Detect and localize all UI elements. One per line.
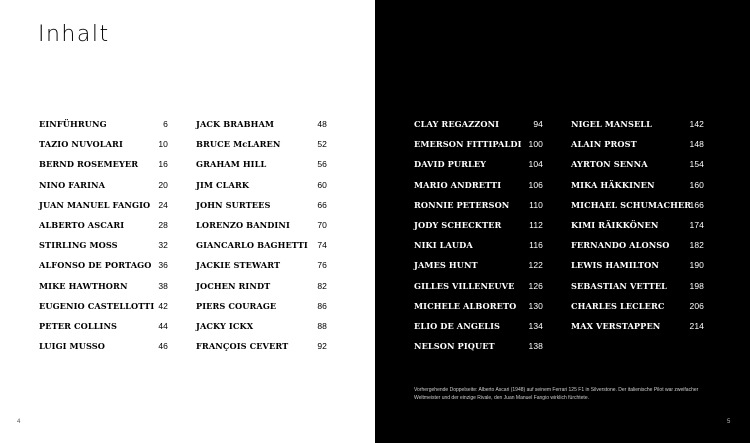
toc-entry-name: LUIGI MUSSO [39,341,106,352]
toc-entry-page: 190 [689,260,704,271]
toc-entry-name: BRUCE McLAREN [196,139,281,150]
toc-entry-name: JACKIE STEWART [196,260,281,271]
toc-entry [196,235,327,255]
toc-entry-page: 24 [158,199,168,210]
toc-entry-page: 46 [158,341,168,352]
page-number-right: 5 [727,419,731,425]
toc-entry-name: FRANÇOIS CEVERT [196,341,289,352]
toc-entry [571,276,704,296]
toc-entry-name: PETER COLLINS [39,320,118,331]
toc-entry [39,316,168,336]
toc-entry-name: JODY SCHECKTER [414,219,502,230]
toc-entry [571,134,704,154]
toc-entry-name: DAVID PURLEY [414,159,487,170]
toc-column-1 [39,114,168,356]
toc-entry-name: SEBASTIAN VETTEL [571,280,668,291]
toc-entry [571,114,704,134]
toc-entry [196,316,327,336]
toc-entry [414,154,543,174]
toc-entry [39,134,168,154]
toc-entry-page: 122 [528,260,543,271]
toc-entry [196,336,327,356]
toc-entry-page: 116 [529,240,543,251]
toc-entry-name: MAX VERSTAPPEN [571,320,661,331]
toc-entry-page: 6 [163,119,168,129]
toc-entry [196,114,327,134]
page-number-left: 4 [17,419,21,425]
toc-entry-page: 92 [317,341,327,352]
toc-entry-name: MARIO ANDRETTI [414,179,502,190]
toc-entry-name: MICHELE ALBORETO [414,300,517,311]
toc-entry-name: MICHAEL SCHUMACHER [571,199,692,210]
toc-entry [414,296,543,316]
toc-entry-name: FERNANDO ALONSO [571,240,670,251]
toc-entry-name: NIGEL MANSELL [571,119,653,129]
toc-entry-name: JUAN MANUEL FANGIO [39,199,151,210]
toc-entry-name: CLAY REGAZZONI [414,119,500,129]
toc-entry-name: MIKE HAWTHORN [39,280,128,291]
photo-caption: Vorhergehende Doppelseite: Alberto Ascari (1948) auf seinem Ferrari 125 F1 in Silverstone. Der italienische Pilot war zweifacher Weltmeister und der einzige Rivale, den Juan Manuel Fangio wirklich fürchtete. [414,387,699,401]
toc-entry [39,235,168,255]
toc-entry [196,134,327,154]
toc-entry-name: GRAHAM HILL [196,159,267,170]
toc-entry [196,154,327,174]
toc-entry [414,175,543,195]
toc-entry-page: 36 [158,260,168,271]
toc-entry-name: LORENZO BANDINI [196,219,290,230]
toc-entry-name: GILLES VILLENEUVE [414,280,515,291]
toc-entry-page: 82 [317,280,327,291]
toc-entry [414,114,543,134]
toc-entry-page: 56 [317,159,327,170]
toc-entry [39,255,168,275]
toc-entry [571,235,704,255]
toc-entry-page: 134 [528,320,543,331]
toc-entry-page: 28 [158,219,168,230]
toc-entry-page: 138 [528,341,543,352]
toc-entry-name: MIKA HÄKKINEN [571,179,655,190]
toc-entry [196,296,327,316]
toc-entry [571,215,704,235]
toc-entry-page: 52 [317,139,327,150]
toc-entry-name: STIRLING MOSS [39,240,118,251]
toc-entry-page: 74 [317,240,327,251]
toc-entry-page: 86 [317,300,327,311]
toc-entry-name: EINFÜHRUNG [39,119,107,129]
toc-entry-page: 214 [689,320,704,331]
toc-entry-page: 42 [158,300,168,311]
toc-entry-page: 44 [158,320,168,331]
toc-entry-name: TAZIO NUVOLARI [39,139,123,150]
toc-entry-name: JACKY ICKX [196,320,254,331]
toc-entry [414,316,543,336]
toc-entry [39,154,168,174]
toc-entry [414,336,543,356]
toc-entry [39,175,168,195]
toc-entry-page: 66 [317,199,327,210]
toc-entry [571,175,704,195]
toc-entry-name: NELSON PIQUET [414,341,495,352]
toc-entry-name: PIERS COURAGE [196,300,277,311]
toc-entry [414,215,543,235]
toc-entry-page: 174 [689,219,704,230]
toc-entry [196,215,327,235]
toc-entry-name: ELIO DE ANGELIS [414,320,501,331]
toc-entry [39,114,168,134]
toc-entry-name: GIANCARLO BAGHETTI [196,240,308,251]
toc-entry-page: 88 [317,320,327,331]
toc-entry-name: ALBERTO ASCARI [39,219,125,230]
toc-entry-name: ALFONSO DE PORTAGO [39,260,152,271]
toc-entry-name: JIM CLARK [196,179,250,190]
toc-entry-name: ALAIN PROST [571,139,637,150]
toc-entry [414,255,543,275]
toc-entry [571,255,704,275]
toc-entry-page: 94 [533,119,543,129]
toc-entry-page: 148 [689,139,704,150]
toc-entry-name: KIMI RÄIKKÖNEN [571,219,659,230]
toc-entry [414,235,543,255]
toc-entry-name: EMERSON FITTIPALDI [414,139,522,150]
toc-entry-page: 106 [528,179,543,190]
toc-entry-page: 76 [317,260,327,271]
toc-entry [196,255,327,275]
toc-entry-page: 10 [158,139,168,150]
toc-entry [571,195,704,215]
toc-entry-name: RONNIE PETERSON [414,199,510,210]
toc-entry-page: 16 [158,159,168,170]
toc-entry-name: JOCHEN RINDT [196,280,271,291]
toc-entry-name: BERND ROSEMEYER [39,159,139,170]
toc-entry-page: 154 [689,159,704,170]
toc-entry-name: AYRTON SENNA [571,159,648,170]
toc-column-3 [414,114,543,356]
toc-entry-name: LEWIS HAMILTON [571,260,659,271]
toc-entry-page: 32 [158,240,168,251]
toc-entry [571,316,704,336]
toc-entry [414,195,543,215]
toc-entry-name: JOHN SURTEES [196,199,271,210]
toc-entry [571,296,704,316]
toc-entry-page: 112 [529,219,543,230]
toc-entry-page: 48 [317,119,327,129]
toc-entry-name: CHARLES LECLERC [571,300,665,311]
toc-entry-page: 70 [317,219,327,230]
toc-entry-page: 182 [689,240,704,251]
toc-column-2 [196,114,327,356]
toc-entry [571,154,704,174]
toc-entry-name: NIKI LAUDA [414,240,473,251]
page-title: Inhalt [38,22,110,47]
toc-entry-name: JAMES HUNT [414,260,478,271]
toc-entry [196,175,327,195]
toc-column-4 [571,114,704,336]
toc-entry-page: 126 [528,280,543,291]
toc-entry-page: 100 [528,139,543,150]
toc-entry-page: 160 [689,179,704,190]
toc-entry [39,276,168,296]
toc-entry-page: 166 [689,199,704,210]
toc-entry [39,215,168,235]
toc-entry-page: 142 [689,119,704,129]
toc-entry [39,195,168,215]
toc-entry [414,276,543,296]
toc-entry [39,336,168,356]
toc-entry-name: EUGENIO CASTELLOTTI [39,300,155,311]
toc-entry [39,296,168,316]
toc-entry-page: 38 [158,280,168,291]
toc-entry-page: 198 [689,280,704,291]
toc-entry-page: 20 [158,179,168,190]
toc-entry [196,195,327,215]
toc-entry [414,134,543,154]
toc-entry [196,276,327,296]
toc-entry-page: 60 [317,179,327,190]
right-page [375,0,750,443]
toc-entry-name: NINO FARINA [39,179,106,190]
toc-entry-page: 104 [528,159,543,170]
toc-entry-page: 130 [528,300,543,311]
toc-entry-name: JACK BRABHAM [196,119,275,129]
toc-entry-page: 110 [529,199,543,210]
toc-entry-page: 206 [689,300,704,311]
